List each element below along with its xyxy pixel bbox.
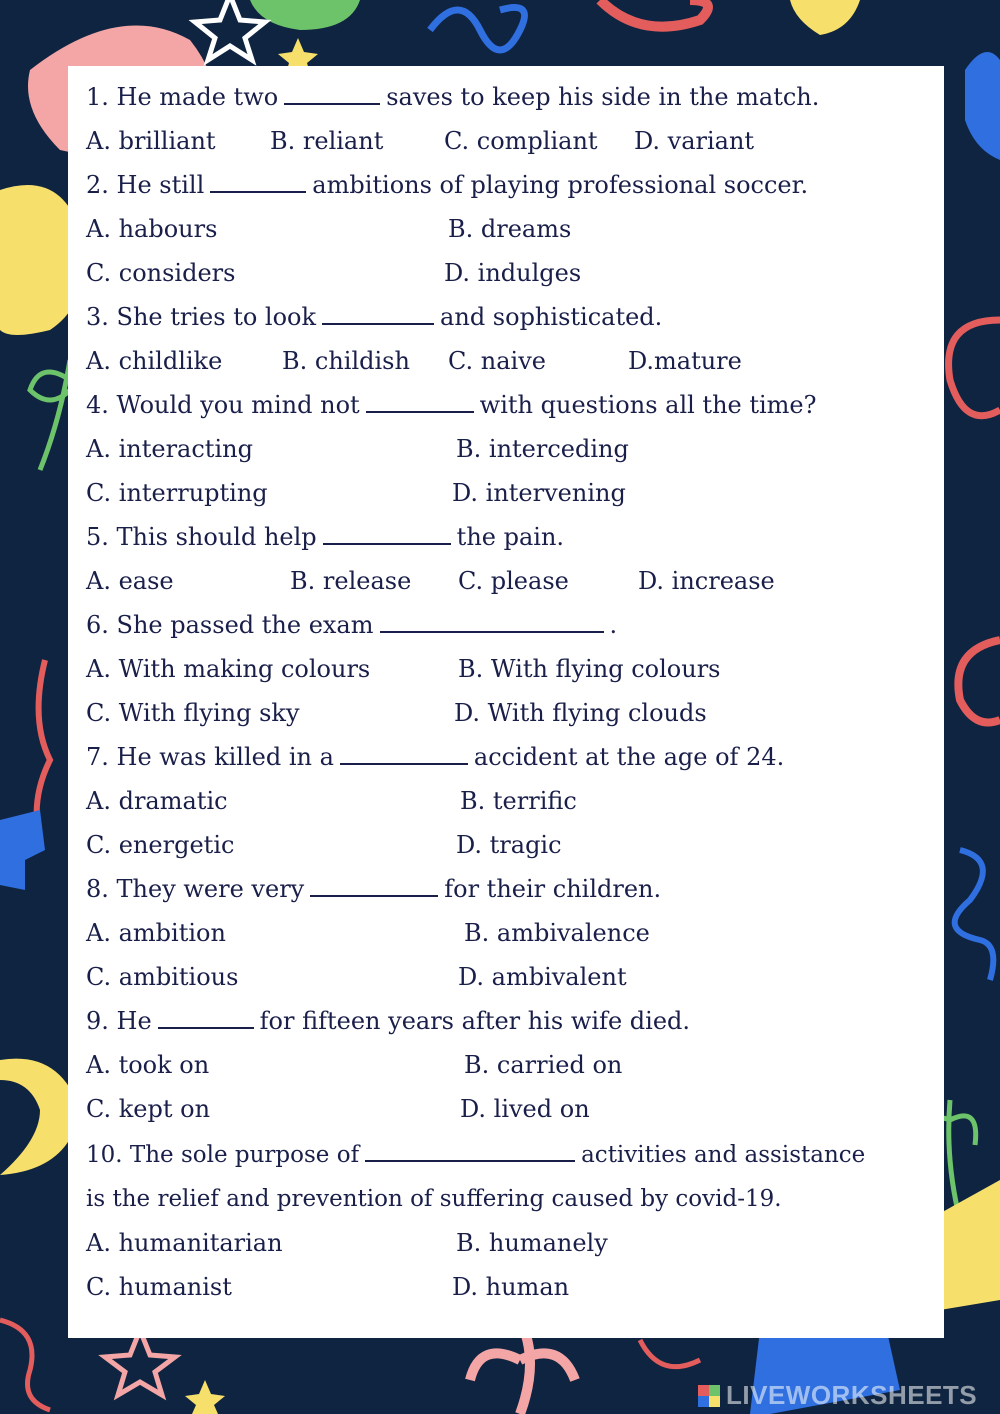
question-5-text-after: the pain. (456, 523, 565, 551)
question-8-option-a[interactable]: A. ambition (86, 919, 226, 947)
question-4-text-after: with questions all the time? (479, 391, 817, 419)
question-9-option-d[interactable]: D. lived on (460, 1095, 590, 1123)
question-7-text-before: 7. He was killed in a (86, 743, 334, 771)
question-7-option-c[interactable]: C. energetic (86, 831, 235, 859)
question-6-option-c[interactable]: C. With flying sky (86, 699, 300, 727)
question-9-text-after: for fifteen years after his wife died. (259, 1007, 691, 1035)
question-5-option-b[interactable]: B. release (290, 567, 412, 595)
question-2-option-a[interactable]: A. habours (86, 215, 218, 243)
question-7-option-a[interactable]: A. dramatic (86, 787, 228, 815)
question-10-stem-line2: is the relief and prevention of suffering caused by covid-19. (86, 1186, 782, 1212)
question-1-text-after: saves to keep his side in the match. (386, 83, 820, 111)
question-2-option-d[interactable]: D. indulges (444, 259, 582, 287)
question-1-option-c[interactable]: C. compliant (444, 127, 598, 155)
question-5-stem (86, 522, 564, 552)
liveworksheets-logo-icon (698, 1385, 720, 1407)
question-3-blank[interactable] (322, 303, 434, 325)
question-2-text-after: ambitions of playing professional soccer. (312, 171, 809, 199)
question-1-option-d[interactable]: D. variant (634, 127, 755, 155)
question-2-text-before: 2. He still (86, 171, 205, 199)
red-swirl-br (640, 1340, 700, 1367)
question-5-option-c[interactable]: C. please (458, 567, 569, 595)
question-10-text-after: activities and assistance (581, 1142, 866, 1168)
question-7-blank[interactable] (340, 743, 468, 765)
question-1-text-before: 1. He made two (86, 83, 279, 111)
question-3-option-a[interactable]: A. childlike (86, 347, 223, 375)
question-6-option-d[interactable]: D. With flying clouds (454, 699, 707, 727)
red-swirl (949, 320, 1000, 416)
blue-shape (965, 52, 1000, 160)
question-8-option-d[interactable]: D. ambivalent (458, 963, 627, 991)
question-1-stem (86, 82, 819, 112)
red-scribble (600, 0, 708, 27)
blue-squiggle (430, 8, 525, 51)
question-6-option-b[interactable]: B. With flying colours (458, 655, 721, 683)
question-1-option-b[interactable]: B. reliant (270, 127, 384, 155)
question-1-blank[interactable] (284, 83, 380, 105)
question-8-text-before: 8. They were very (86, 875, 305, 903)
question-7-option-d[interactable]: D. tragic (456, 831, 562, 859)
question-3-option-c[interactable]: C. naive (448, 347, 546, 375)
question-5-option-d[interactable]: D. increase (638, 567, 775, 595)
question-3-text-before: 3. She tries to look (86, 303, 317, 331)
question-4-blank[interactable] (366, 391, 474, 413)
question-7-stem (86, 742, 784, 772)
question-4-text-before: 4. Would you mind not (86, 391, 360, 419)
question-6-stem (86, 610, 617, 640)
blue-block (0, 810, 45, 890)
question-3-stem (86, 302, 662, 332)
question-9-blank[interactable] (158, 1007, 254, 1029)
question-10-text-before: 10. The sole purpose of (86, 1142, 360, 1168)
question-3-option-b[interactable]: B. childish (282, 347, 410, 375)
question-6-blank[interactable] (380, 611, 604, 633)
question-6-text-before: 6. She passed the exam (86, 611, 374, 639)
pink-star (105, 1330, 175, 1395)
question-9-option-a[interactable]: A. took on (86, 1051, 210, 1079)
question-4-option-b[interactable]: B. interceding (456, 435, 629, 463)
question-10-option-b[interactable]: B. humanely (456, 1229, 608, 1257)
question-3-text-after: and sophisticated. (440, 303, 663, 331)
question-4-option-a[interactable]: A. interacting (86, 435, 253, 463)
question-4-option-d[interactable]: D. intervening (452, 479, 626, 507)
question-8-text-after: for their children. (444, 875, 662, 903)
question-9-stem (86, 1006, 690, 1036)
question-10-option-d[interactable]: D. human (452, 1273, 570, 1301)
yellow-star-bottom (185, 1380, 225, 1414)
question-8-blank[interactable] (310, 875, 438, 897)
question-2-option-b[interactable]: B. dreams (448, 215, 572, 243)
question-8-stem (86, 874, 661, 904)
yellow-shape (790, 0, 860, 35)
question-6-option-a[interactable]: A. With making colours (86, 655, 371, 683)
blue-curl (955, 850, 994, 980)
question-4-option-c[interactable]: C. interrupting (86, 479, 268, 507)
question-5-blank[interactable] (323, 523, 451, 545)
question-4-stem (86, 390, 817, 420)
question-9-option-b[interactable]: B. carried on (464, 1051, 623, 1079)
question-5-text-before: 5. This should help (86, 523, 317, 551)
question-7-text-after: accident at the age of 24. (473, 743, 785, 771)
watermark-text: LIVEWORKSHEETS (726, 1380, 978, 1410)
red-loop (958, 640, 1000, 723)
question-8-option-b[interactable]: B. ambivalence (464, 919, 650, 947)
question-5-option-a[interactable]: A. ease (86, 567, 174, 595)
green-shape (250, 0, 360, 30)
question-6-text-after: . (609, 611, 618, 639)
question-1-option-a[interactable]: A. brilliant (86, 127, 216, 155)
question-3-option-d[interactable]: D.mature (628, 347, 742, 375)
question-10-option-c[interactable]: C. humanist (86, 1273, 232, 1301)
liveworksheets-watermark (698, 1380, 977, 1411)
star-outline (195, 0, 265, 60)
question-8-option-c[interactable]: C. ambitious (86, 963, 239, 991)
question-10-stem (86, 1140, 865, 1170)
red-swirl-bottom (0, 1320, 50, 1410)
question-10-blank[interactable] (365, 1140, 575, 1162)
question-2-stem (86, 170, 808, 200)
question-9-option-c[interactable]: C. kept on (86, 1095, 211, 1123)
question-7-option-b[interactable]: B. terrific (460, 787, 577, 815)
question-9-text-before: 9. He (86, 1007, 152, 1035)
question-10-option-a[interactable]: A. humanitarian (86, 1229, 283, 1257)
question-2-blank[interactable] (210, 171, 306, 193)
question-2-option-c[interactable]: C. considers (86, 259, 236, 287)
